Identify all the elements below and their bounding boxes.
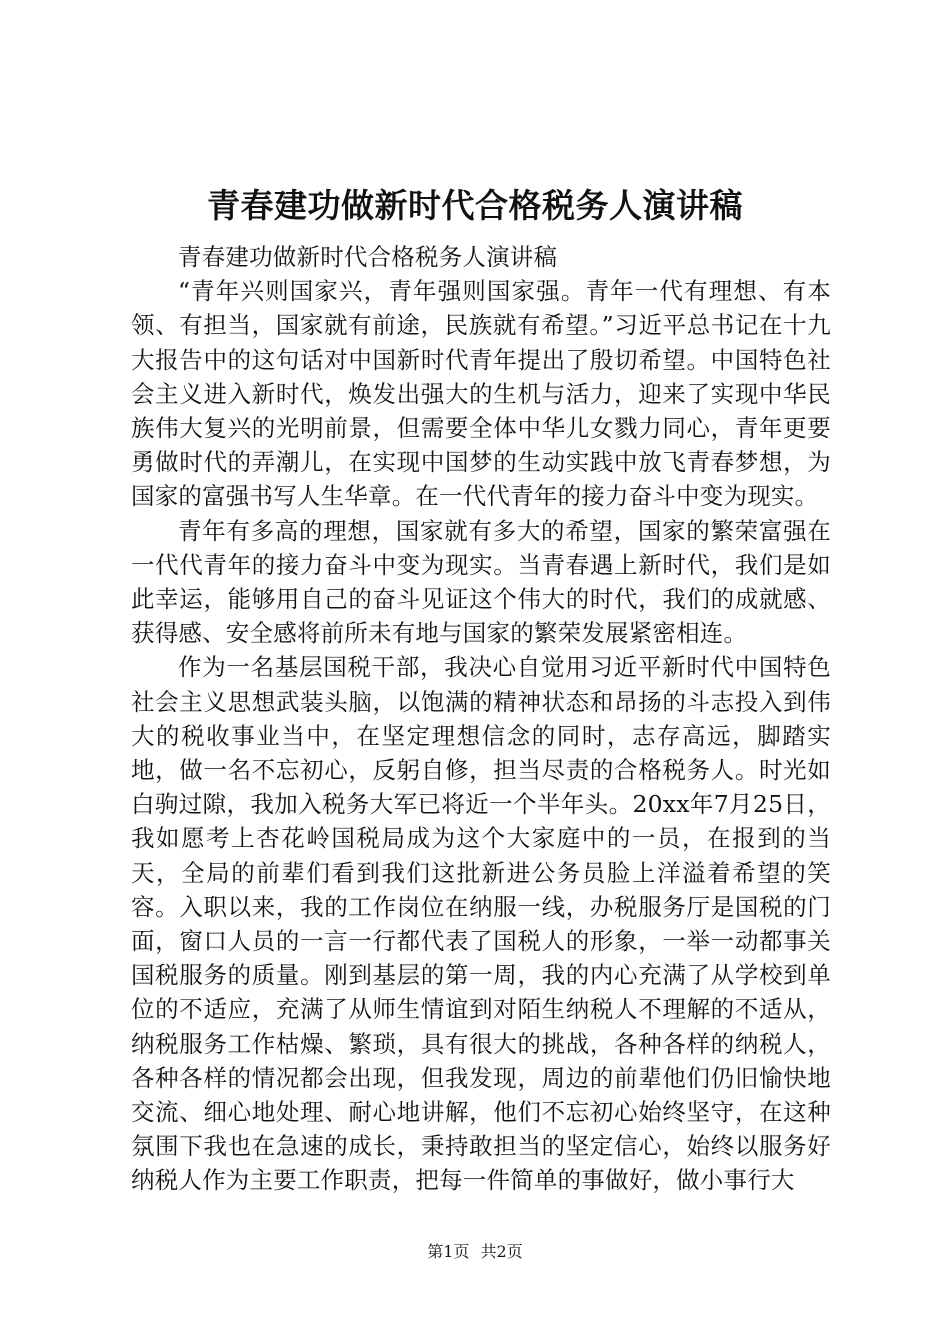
paragraph-1: “青年兴则国家兴，青年强则国家强。青年一代有理想、有本领、有担当，国家就有前途，民族就有希望。”习近平总书记在十九大报告中的这句话对中国新时代青年提出了殷切希望。中国特色社会主义进入新时代，焕发出强大的生机与活力，迎来了实现中华民族伟大复兴的光明前景，但需要全体中华儿女戮力同心，青年更要勇做时代的弄潮儿，在实现中国梦的生动实践中放飞青春梦想，为国家的富强书写人生华章。在一代代青年的接力奋斗中变为现实。 [131, 277, 831, 511]
document-body [131, 240, 831, 1198]
page-number: 第1页 [427, 1242, 470, 1261]
paragraph-3: 作为一名基层国税干部，我决心自觉用习近平新时代中国特色社会主义思想武装头脑，以饱满的精神状态和昂扬的斗志投入到伟大的税收事业当中，在坚定理想信念的同时，志存高远，脚踏实地，做一名不忘初心，反躬自修，担当尽责的合格税务人。时光如白驹过隙，我加入税务大军已将近一个半年头。20xx年7月25日，我如愿考上杏花岭国税局成为这个大家庭中的一员，在报到的当天，全局的前辈们看到我们这批新进公务员脸上洋溢着希望的笑容。入职以来，我的工作岗位在纳服一线，办税服务厅是国税的门面，窗口人员的一言一行都代表了国税人的形象，一举一动都事关国税服务的质量。刚到基层的第一周，我的内心充满了从学校到单位的不适应，充满了从师生情谊到对陌生纳税人不理解的不适从，纳税服务工作枯燥、繁琐，具有很大的挑战，各种各样的纳税人，各种各样的情况都会出现，但我发现，周边的前辈他们仍旧愉快地交流、细心地处理、耐心地讲解，他们不忘初心始终坚守，在这种氛围下我也在急速的成长，秉持敢担当的坚定信心，始终以服务好纳税人作为主要工作职责，把每一件简单的事做好，做小事行大 [131, 653, 831, 1195]
document-title: 青春建功做新时代合格税务人演讲稿 [207, 186, 743, 225]
paragraph-subtitle: 青春建功做新时代合格税务人演讲稿 [178, 243, 558, 271]
paragraph-2: 青年有多高的理想，国家就有多大的希望，国家的繁荣富强在一代代青年的接力奋斗中变为现实。当青春遇上新时代，我们是如此幸运，能够用自己的奋斗见证这个伟大的时代，我们的成就感、获得感、安全感将前所未有地与国家的繁荣发展紧密相连。 [131, 516, 831, 648]
page-total: 共2页 [480, 1242, 523, 1261]
page-footer [0, 1242, 950, 1262]
